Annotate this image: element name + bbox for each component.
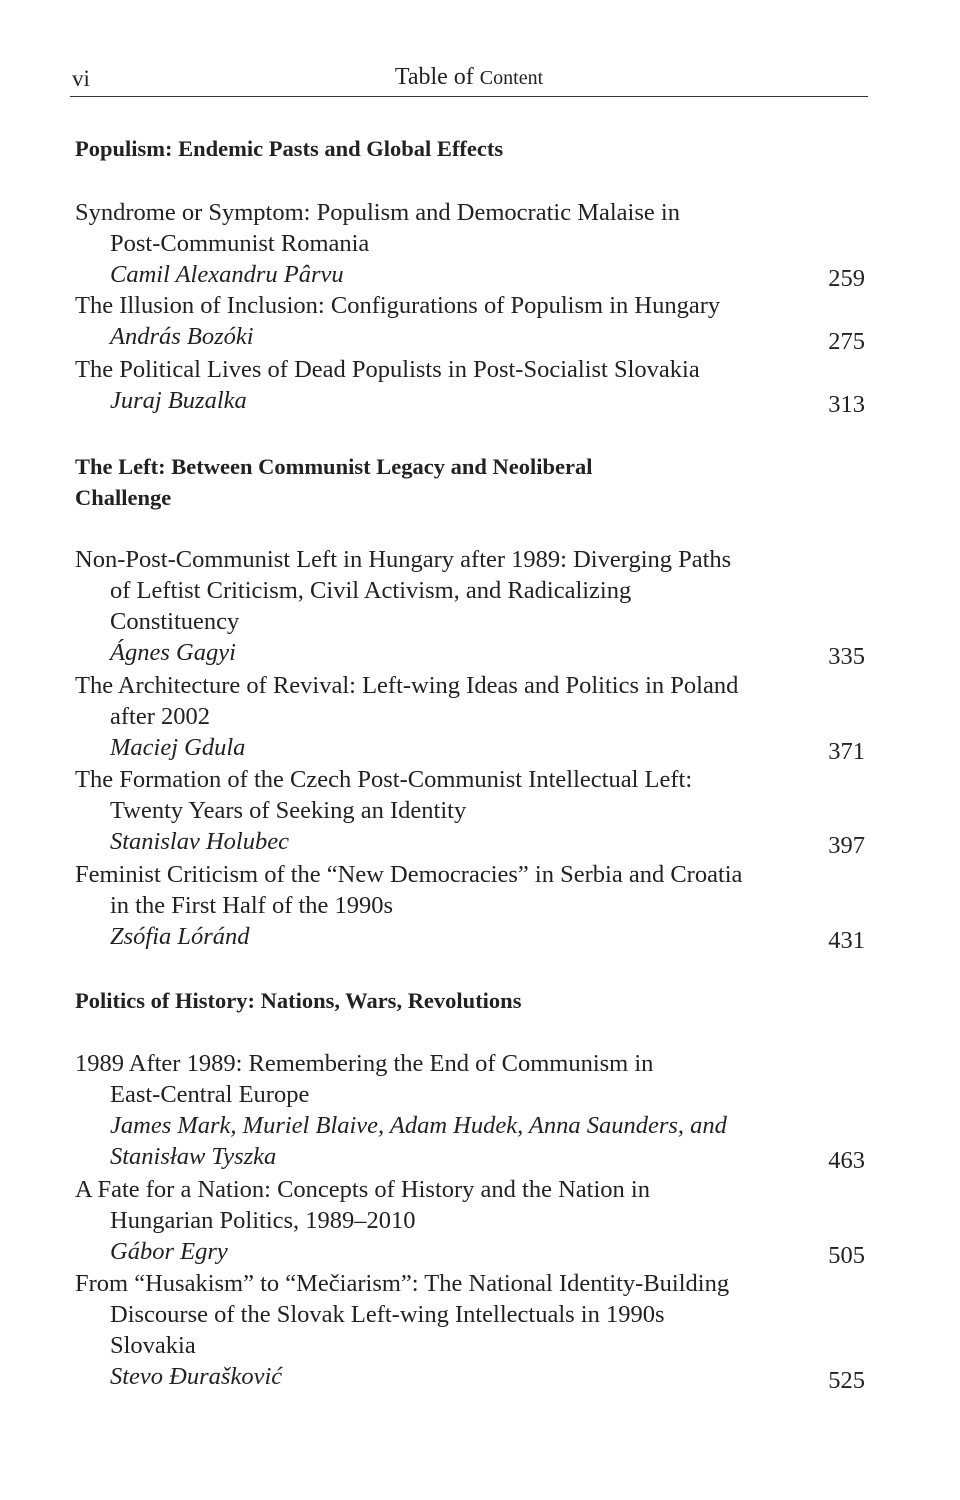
entry-title-line: From “Husakism” to “Mečiarism”: The National Identity-Building <box>75 1270 730 1297</box>
running-title <box>70 64 868 91</box>
page-header <box>70 58 868 97</box>
entry-page-number: 397 <box>828 832 865 859</box>
section-heading <box>75 133 755 164</box>
entry-page-number: 431 <box>828 927 865 954</box>
entry-title-line: The Illusion of Inclusion: Configurations of Populism in Hungary <box>75 292 721 319</box>
entry-title-line: Hungarian Politics, 1989–2010 <box>110 1207 416 1234</box>
section-heading-line: Challenge <box>75 485 172 510</box>
entry-title-line: The Architecture of Revival: Left-wing Ideas and Politics in Poland <box>75 672 739 699</box>
entry-title-line: Feminist Criticism of the “New Democracies” in Serbia and Croatia <box>75 861 743 888</box>
entry-title-line: of Leftist Criticism, Civil Activism, and Radicalizing <box>110 577 632 604</box>
entry-author: Stanisław Tyszka <box>110 1143 277 1170</box>
running-title-main: Table of <box>394 64 474 90</box>
entry-page-number: 463 <box>828 1147 865 1174</box>
entry-title-line: Discourse of the Slovak Left-wing Intellectuals in 1990s <box>110 1301 665 1328</box>
entry-page-number: 275 <box>828 328 865 355</box>
entry-title-line: after 2002 <box>110 703 210 730</box>
entry-page-number: 371 <box>828 738 865 765</box>
entry-author: James Mark, Muriel Blaive, Adam Hudek, Anna Saunders, and <box>110 1112 727 1139</box>
section-heading <box>75 451 755 513</box>
entry-title-line: Post-Communist Romania <box>110 230 370 257</box>
entry-author: Zsófia Lóránd <box>110 923 250 950</box>
entry-author: Juraj Buzalka <box>110 387 247 414</box>
entry-author: Stevo Đurašković <box>110 1363 283 1390</box>
section-heading-line: The Left: Between Communist Legacy and Neoliberal <box>75 454 593 479</box>
entry-page-number: 313 <box>828 391 865 418</box>
entry-author: Stanislav Holubec <box>110 828 289 855</box>
entry-title-line: Twenty Years of Seeking an Identity <box>110 797 467 824</box>
entry-title-line: Syndrome or Symptom: Populism and Democratic Malaise in <box>75 199 680 226</box>
entry-author: Camil Alexandru Pârvu <box>110 261 344 288</box>
page-folio: vi <box>72 66 90 91</box>
entry-page-number: 525 <box>828 1367 865 1394</box>
section-heading-line: Politics of History: Nations, Wars, Revolutions <box>75 988 522 1013</box>
entry-title-line: A Fate for a Nation: Concepts of History and the Nation in <box>75 1176 650 1203</box>
entry-title-line: The Formation of the Czech Post-Communist Intellectual Left: <box>75 766 693 793</box>
running-title-small: Content <box>479 67 544 89</box>
entry-title-line: East-Central Europe <box>110 1081 310 1108</box>
entry-author: Gábor Egry <box>110 1238 228 1265</box>
entry-page-number: 505 <box>828 1242 865 1269</box>
entry-title-line: Non-Post-Communist Left in Hungary after 1989: Diverging Paths <box>75 546 732 573</box>
entry-title-line: The Political Lives of Dead Populists in Post-Socialist Slovakia <box>75 356 700 383</box>
entry-page-number: 259 <box>828 265 865 292</box>
entry-author: András Bozóki <box>110 323 254 350</box>
entry-author: Maciej Gdula <box>110 734 246 761</box>
entry-author: Ágnes Gagyi <box>110 639 236 666</box>
section-heading <box>75 985 755 1016</box>
entry-page-number: 335 <box>828 643 865 670</box>
section-heading-line: Populism: Endemic Pasts and Global Effects <box>75 136 504 161</box>
entry-title-line: in the First Half of the 1990s <box>110 892 394 919</box>
entry-title-line: Constituency <box>110 608 240 635</box>
entry-title-line: 1989 After 1989: Remembering the End of Communism in <box>75 1050 654 1077</box>
entry-title-line: Slovakia <box>110 1332 196 1359</box>
